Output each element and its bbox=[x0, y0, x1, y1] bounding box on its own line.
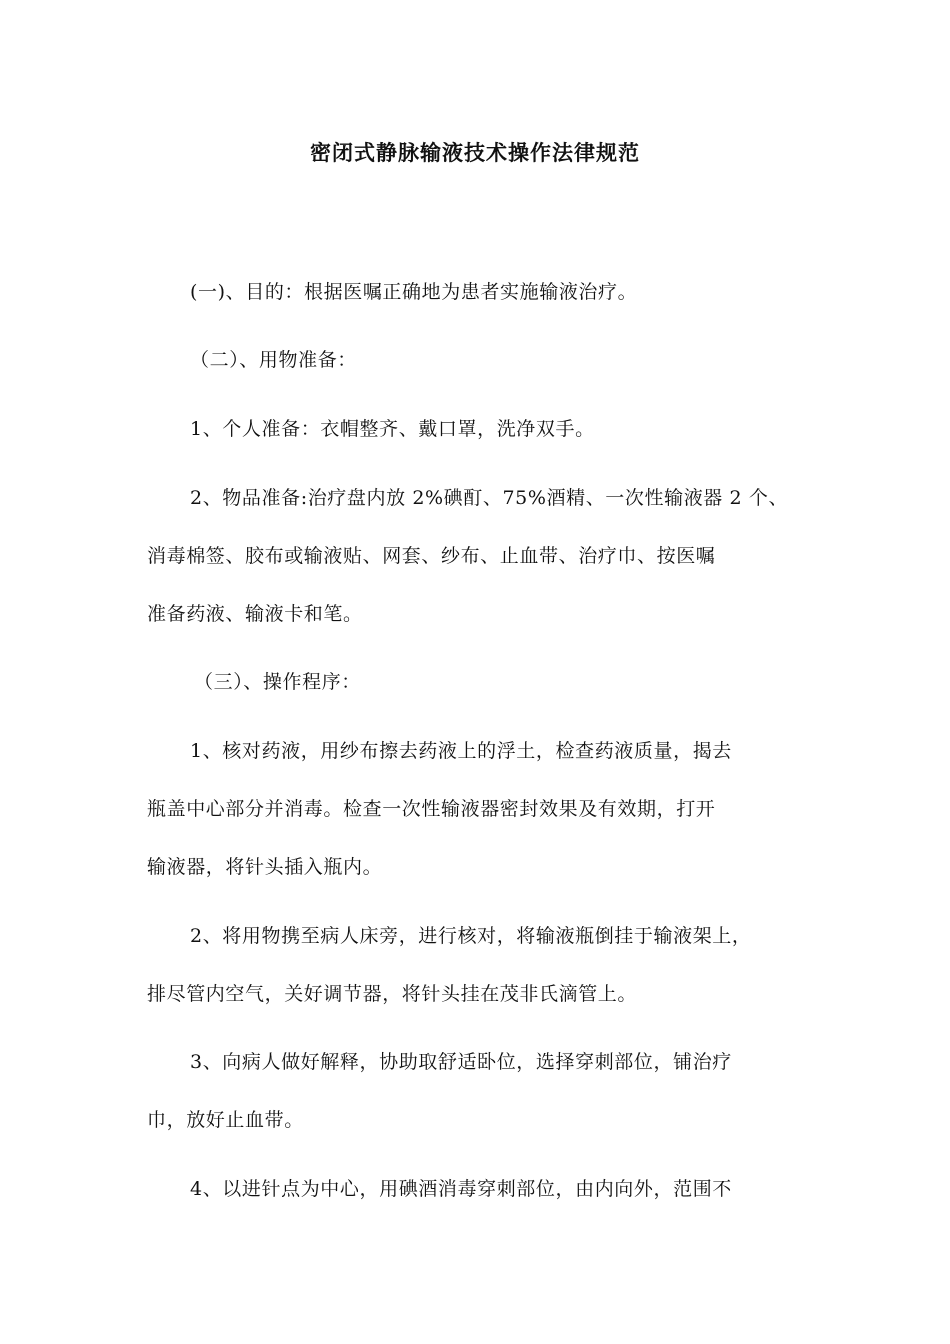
document-title: 密闭式静脉输液技术操作法律规范 bbox=[310, 140, 640, 165]
paragraph-line: 1、个人准备：衣帽整齐、戴口罩，洗净双手。 bbox=[190, 418, 595, 440]
paragraph-line: 2、物品准备:治疗盘内放 2%碘酊、75%酒精、一次性输液器 2 个、 bbox=[190, 487, 789, 509]
paragraph-line: （三）、操作程序： bbox=[194, 671, 361, 693]
paragraph-line: 2、将用物携至病人床旁，进行核对，将输液瓶倒挂于输液架上， bbox=[190, 925, 752, 947]
paragraph-line: 4、以进针点为中心，用碘酒消毒穿刺部位，由内向外，范围不 bbox=[190, 1178, 732, 1200]
paragraph-line: 消毒棉签、胶布或输液贴、网套、纱布、止血带、治疗巾、按医嘱 bbox=[147, 545, 716, 567]
paragraph-line: （二）、用物准备： bbox=[190, 349, 357, 371]
paragraph-line: 1、核对药液，用纱布擦去药液上的浮土，检查药液质量，揭去 bbox=[190, 740, 732, 762]
paragraph-line: 巾，放好止血带。 bbox=[147, 1109, 304, 1131]
paragraph-line: 排尽管内空气，关好调节器，将针头挂在茂非氏滴管上。 bbox=[147, 983, 638, 1005]
paragraph-line: (一)、目的：根据医嘱正确地为患者实施输液治疗。 bbox=[190, 281, 638, 303]
paragraph-line: 3、向病人做好解释，协助取舒适卧位，选择穿刺部位，铺治疗 bbox=[190, 1051, 732, 1073]
paragraph-line: 瓶盖中心部分并消毒。检查一次性输液器密封效果及有效期，打开 bbox=[147, 798, 716, 820]
paragraph-line: 准备药液、输液卡和笔。 bbox=[147, 603, 363, 625]
paragraph-line: 输液器，将针头插入瓶内。 bbox=[147, 856, 383, 878]
